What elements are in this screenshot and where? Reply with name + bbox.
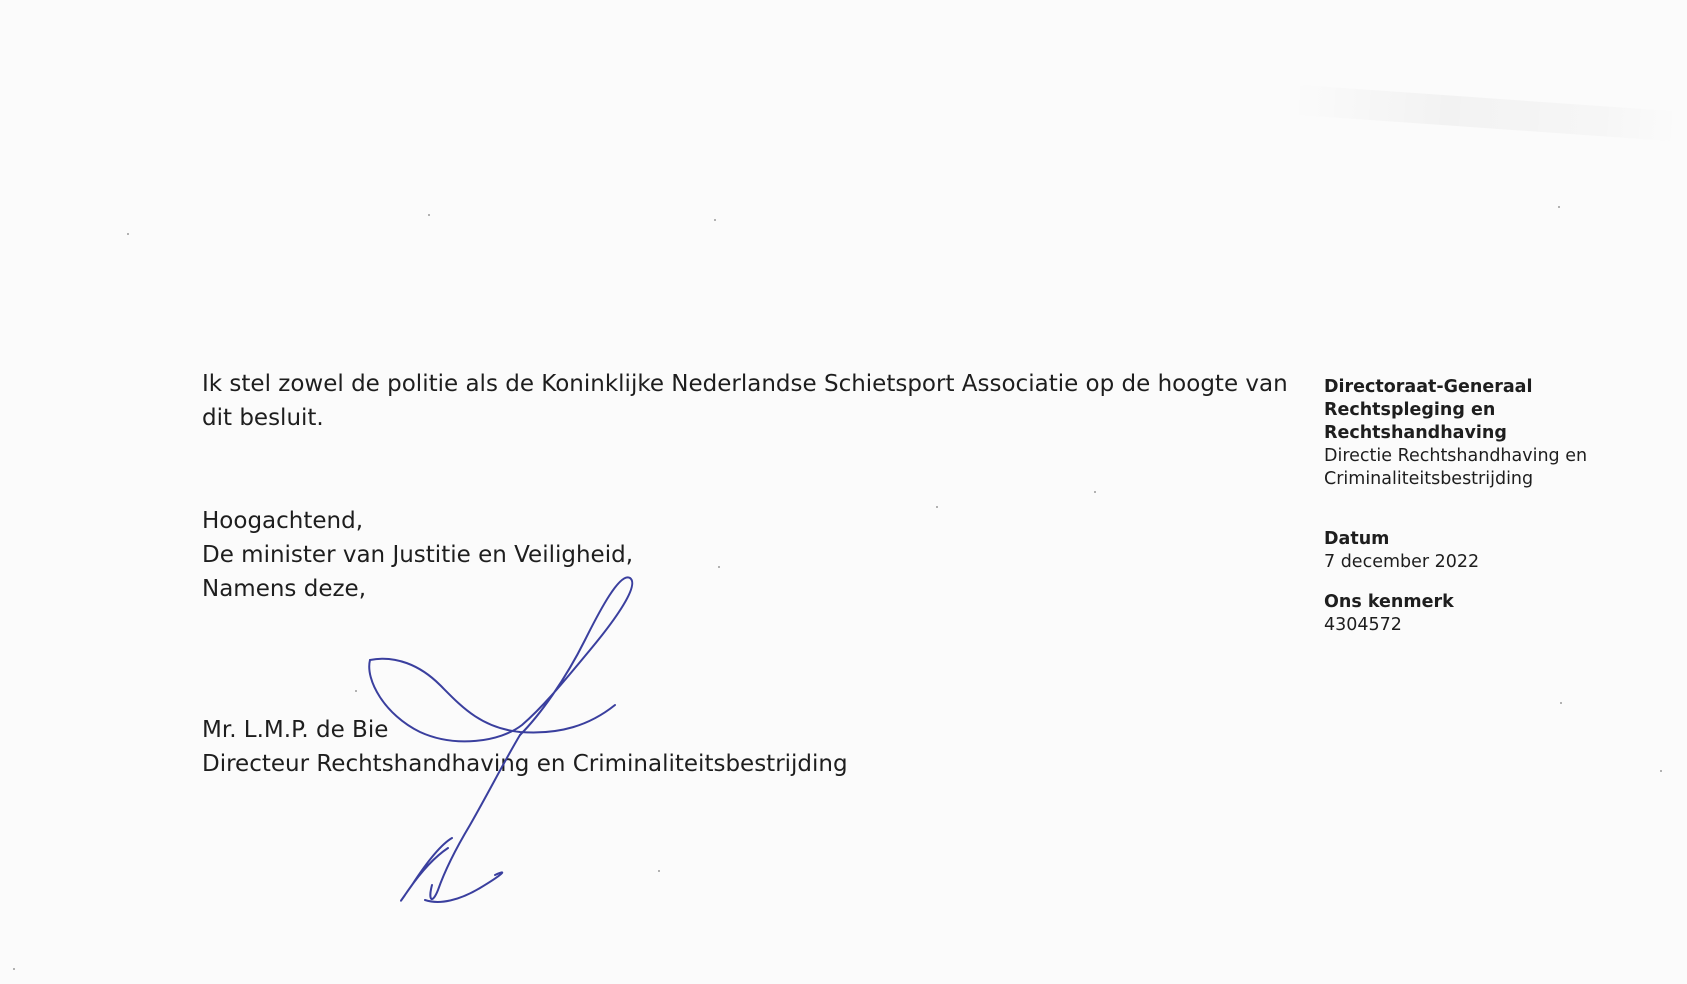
- date-value: 7 december 2022: [1324, 552, 1480, 572]
- department-line-3: Rechtshandhaving: [1324, 423, 1507, 443]
- closing-block: [202, 504, 633, 606]
- scan-speck: [1094, 491, 1096, 493]
- scan-speck: [1560, 702, 1562, 704]
- scan-streak: [1289, 84, 1680, 141]
- signer-name: Mr. L.M.P. de Bie: [202, 717, 389, 743]
- scan-speck: [127, 233, 129, 235]
- directorate-line-1: Directie Rechtshandhaving en: [1324, 446, 1588, 466]
- directorate-line-2: Criminaliteitsbestrijding: [1324, 469, 1534, 489]
- scan-speck: [936, 506, 938, 508]
- salutation: Hoogachtend,: [202, 508, 364, 534]
- scan-speck: [658, 870, 660, 872]
- scan-speck: [718, 566, 720, 568]
- signer-title: Directeur Rechtshandhaving en Criminaliteitsbestrijding: [202, 751, 848, 777]
- scan-speck: [1660, 770, 1662, 772]
- scan-speck: [13, 968, 15, 970]
- signer-block: [202, 713, 848, 781]
- reference-value: 4304572: [1324, 615, 1402, 635]
- on-behalf-line: Namens deze,: [202, 576, 367, 602]
- scan-speck: [355, 690, 357, 692]
- body-paragraph: Ik stel zowel de politie als de Koninklijke Nederlandse Schietsport Associatie op de hoogte van dit besluit.: [202, 371, 1288, 431]
- scan-speck: [1558, 206, 1560, 208]
- department-line-2: Rechtspleging en: [1324, 400, 1496, 420]
- scan-speck: [428, 214, 430, 216]
- reference-label: Ons kenmerk: [1324, 592, 1454, 612]
- minister-line: De minister van Justitie en Veiligheid,: [202, 542, 634, 568]
- department-line-1: Directoraat-Generaal: [1324, 377, 1533, 397]
- letter-body: [202, 367, 1302, 435]
- date-label: Datum: [1324, 529, 1390, 549]
- scan-speck: [714, 219, 716, 221]
- sender-sidebar: [1324, 376, 1654, 637]
